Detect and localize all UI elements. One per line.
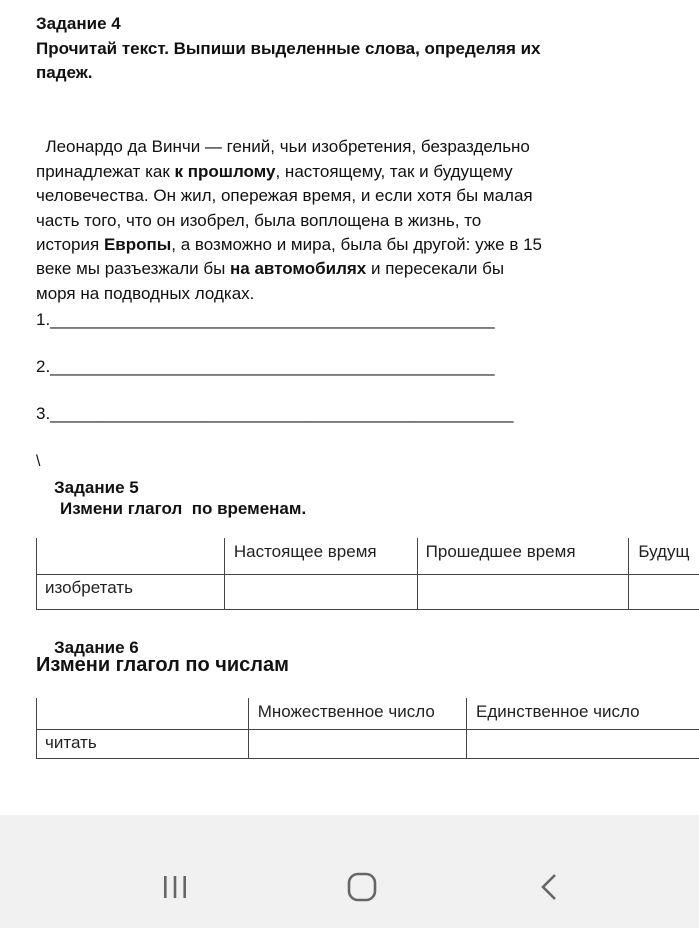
header-future: Будущ xyxy=(638,542,690,561)
table-header-cell xyxy=(37,538,225,574)
stray-backslash: \ xyxy=(36,453,41,470)
navigation-bar xyxy=(0,815,699,928)
paragraph-text: человечества. Он жил, опережая время, и если хотя бы малая xyxy=(36,186,533,206)
answer-line-3: 3._________________________________________________ xyxy=(36,404,514,423)
task5-title: Задание 5 xyxy=(54,478,139,497)
table-cell[interactable] xyxy=(248,729,466,758)
verb-cell: изобретать xyxy=(45,577,133,597)
table-cell[interactable] xyxy=(417,574,629,609)
back-icon xyxy=(538,872,562,902)
paragraph-text: и пересекали бы xyxy=(366,259,505,279)
task4-instruction xyxy=(36,37,676,85)
table-header-cell xyxy=(224,538,417,574)
task6-title: Задание 6 xyxy=(54,638,139,657)
paragraph-text: , настоящему, так и будущему xyxy=(275,161,513,181)
answer-line-2: 2._______________________________________________ xyxy=(36,357,495,376)
answer-line-1: 1._______________________________________________ xyxy=(36,310,495,329)
header-present: Настоящее время xyxy=(233,542,377,561)
paragraph-text: часть того, что он изобрел, была воплощена в жизнь, то xyxy=(36,210,482,230)
paragraph-text: история xyxy=(36,235,104,255)
table-cell xyxy=(37,574,225,609)
table-header-cell xyxy=(629,538,699,574)
paragraph-text: , а возможно и мира, была бы другой: уже в 15 xyxy=(171,235,543,255)
highlighted-word-1: к прошлому xyxy=(174,161,276,181)
verb-cell: читать xyxy=(45,732,97,752)
numbers-table xyxy=(36,698,699,759)
table-header-cell xyxy=(467,698,699,729)
task4-paragraph xyxy=(36,111,626,306)
table-cell[interactable] xyxy=(629,574,699,609)
table-cell[interactable] xyxy=(467,729,699,758)
table-header-cell xyxy=(417,538,629,574)
highlighted-word-2: Европы xyxy=(103,235,172,255)
header-past: Прошедшее время xyxy=(425,542,576,561)
table-cell[interactable] xyxy=(224,574,417,609)
paragraph-text: моря на подводных лодках. xyxy=(36,283,255,303)
tenses-table xyxy=(36,538,699,610)
table-header-cell xyxy=(248,698,466,729)
table-header-cell xyxy=(37,698,249,729)
paragraph-text: веке мы разъезжали бы xyxy=(36,259,231,279)
header-plural: Множественное число xyxy=(257,702,435,721)
home-button[interactable] xyxy=(337,865,387,909)
home-icon xyxy=(346,871,378,903)
task4-instruction-line2: падеж. xyxy=(36,63,93,82)
back-button[interactable] xyxy=(525,865,575,909)
recent-apps-button[interactable] xyxy=(150,865,200,909)
task6-instruction: Измени глагол по числам xyxy=(36,654,289,676)
paragraph-text: Леонардо да Винчи — гений, чьи изобретения, безраздельно xyxy=(36,137,530,157)
recent-apps-icon xyxy=(161,873,189,901)
paragraph-text: принадлежат как xyxy=(36,161,175,181)
task4-instruction-line1: Прочитай текст. Выпиши выделенные слова, определяя их xyxy=(36,39,541,58)
task5-instruction: Измени глагол по временам. xyxy=(60,499,307,518)
table-cell xyxy=(37,729,249,758)
task4-title: Задание 4 xyxy=(36,14,121,33)
header-singular: Единственное число xyxy=(476,702,640,721)
highlighted-word-3: на автомобилях xyxy=(230,259,367,279)
